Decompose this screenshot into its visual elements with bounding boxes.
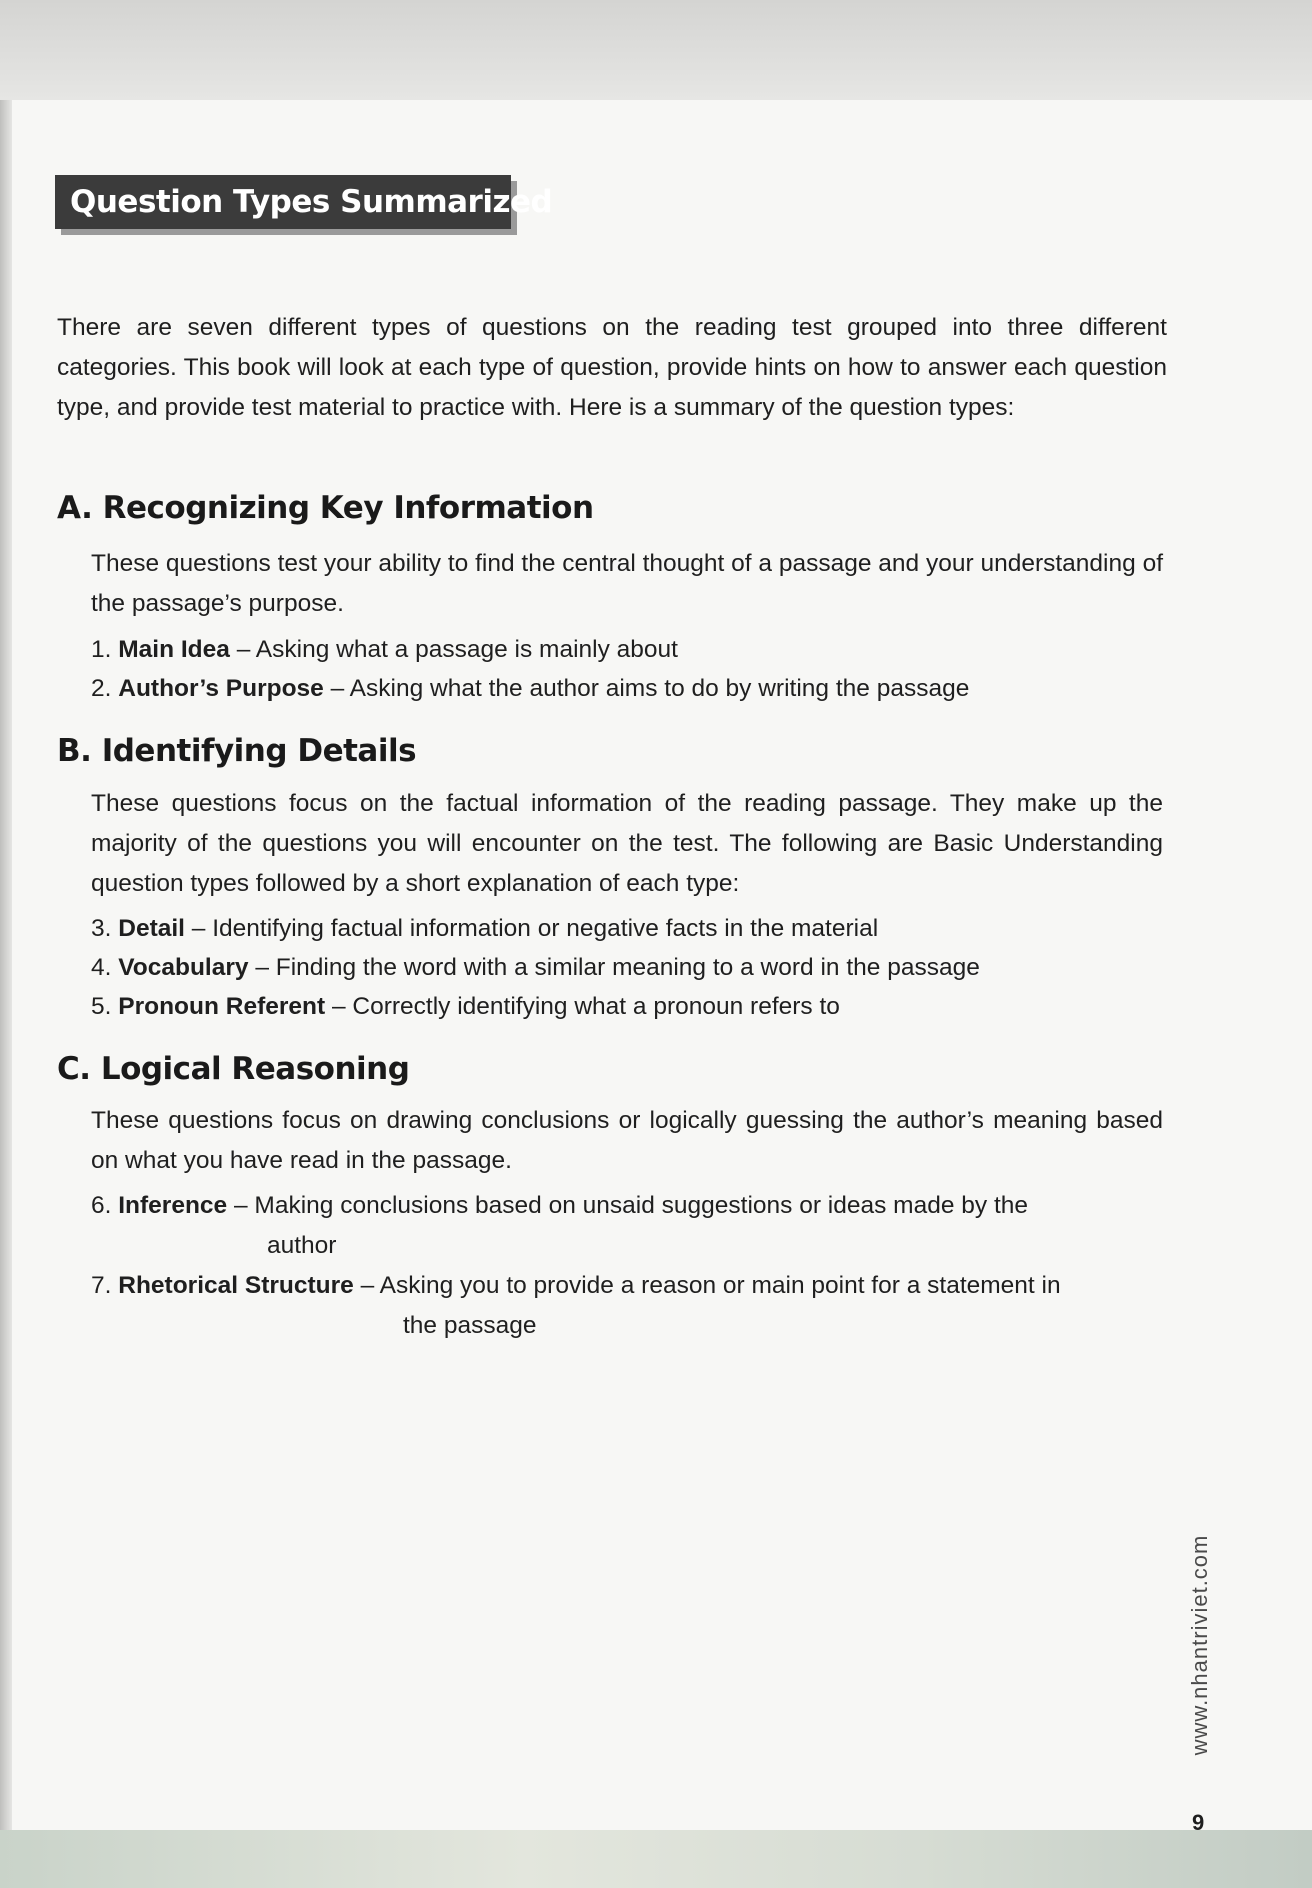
item-term: Author’s Purpose [118,675,324,702]
item-number: 5. [91,993,112,1020]
page-bottom-edge [0,1830,1312,1888]
item-text: – Asking what a passage is mainly about [229,636,678,663]
section-b-heading: B. Identifying Details [57,733,417,769]
list-item [91,1186,1163,1226]
item-number: 7. [91,1272,112,1299]
item-text: – Asking what the author aims to do by writing the passage [323,675,970,702]
item-text: – Asking you to provide a reason or main point for a statement in [353,1272,1061,1299]
item-text: – Identifying factual information or negative facts in the material [184,915,879,942]
item-text: – Making conclusions based on unsaid suggestions or ideas made by the [227,1192,1029,1219]
item-continuation: author [267,1232,337,1259]
website-url: www.nhantriviet.com [1187,1534,1212,1756]
item-term: Main Idea [118,636,230,663]
list-item [91,987,1163,1027]
item-text: – Finding the word with a similar meaning to a word in the passage [248,954,980,981]
section-b-description: These questions focus on the factual information of the reading passage. They make up the majority of the questions you will encounter on the test. The following are Basic Understanding question types followed by a short explanation of each type: [91,790,1163,897]
item-term: Vocabulary [118,954,249,981]
item-number: 4. [91,954,112,981]
page-number: 9 [1192,1810,1205,1835]
page-top-shadow [0,0,1312,100]
item-term: Inference [118,1192,228,1219]
item-number: 6. [91,1192,112,1219]
item-term: Detail [118,915,185,942]
item-number: 2. [91,675,112,702]
page-title: Question Types Summarized [70,184,553,220]
item-term: Pronoun Referent [118,993,326,1020]
item-number: 3. [91,915,112,942]
item-text: – Correctly identifying what a pronoun refers to [325,993,840,1020]
list-item [91,909,1163,949]
list-item [91,1266,1163,1306]
section-a-heading: A. Recognizing Key Information [57,490,594,526]
book-spine [0,100,12,1830]
intro-paragraph: There are seven different types of questions on the reading test grouped into three different categories. This book will look at each type of question, provide hints on how to answer each question type, and provide test material to practice with. Here is a summary of the question types: [57,314,1167,421]
section-c-heading: C. Logical Reasoning [57,1051,410,1087]
item-continuation: the passage [403,1312,537,1339]
list-item [91,948,1163,988]
item-term: Rhetorical Structure [118,1272,354,1299]
section-a-description: These questions test your ability to find the central thought of a passage and your understanding of the passage’s purpose. [91,550,1163,617]
list-item [91,630,1163,670]
item-number: 1. [91,636,112,663]
list-item [91,669,1163,709]
section-c-description: These questions focus on drawing conclusions or logically guessing the author’s meaning based on what you have read in the passage. [91,1107,1163,1174]
website-watermark [1170,1515,1230,1775]
